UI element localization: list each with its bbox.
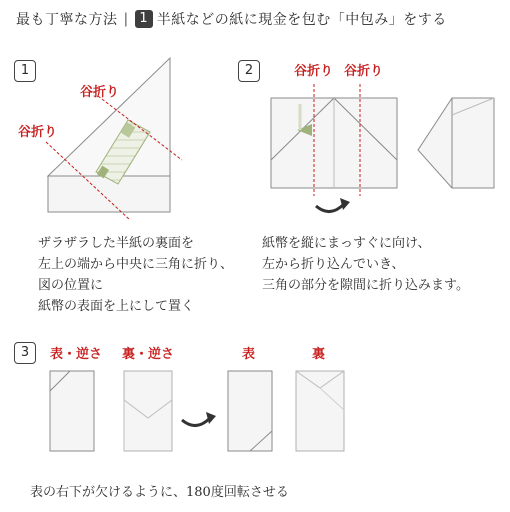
step3-label-front: 表 — [242, 347, 256, 362]
step3-packet-front — [228, 371, 272, 451]
step1-fold-label-2: 谷折り — [18, 125, 58, 140]
step2-line: 三角の部分を隙間に折り込みます。 — [262, 278, 469, 293]
step1-line: 左上の端から中央に三角に折り、 — [38, 257, 234, 272]
step3-diagram — [50, 371, 344, 451]
step2-line: 紙幣を縦にまっすぐに向け、 — [262, 236, 431, 251]
step2-fold-label-2: 谷折り — [344, 64, 384, 79]
step3-description: 表の右下が欠けるように、180度回転させる — [30, 485, 289, 500]
step2-diagram — [271, 84, 494, 212]
step3-number: 3 — [14, 342, 36, 364]
step3-packet-back — [296, 371, 344, 451]
header-separator: | — [123, 11, 129, 27]
step3-label-front-inverted: 表・逆さ — [50, 347, 103, 362]
header-step-badge: 1 — [135, 10, 153, 28]
step2-number: 2 — [238, 60, 260, 82]
step3-packet-front-inverted — [50, 371, 94, 451]
step3-packet-back-inverted — [124, 371, 172, 451]
step3-label-back-inverted: 裏・逆さ — [122, 347, 175, 362]
step1-line: 紙幣の表面を上にして置く — [38, 299, 195, 314]
step1-number: 1 — [14, 60, 36, 82]
rotate-arrow-icon — [316, 198, 350, 212]
step1-fold-label-1: 谷折り — [80, 85, 120, 100]
step1-line: ザラザラした半紙の裏面を — [38, 236, 195, 251]
step3-label-back: 裏 — [312, 347, 326, 362]
step2-description — [262, 233, 469, 296]
rotate-arrow-icon — [182, 412, 216, 426]
step2-fold-label-1: 谷折り — [294, 64, 334, 79]
step1-description — [38, 233, 233, 317]
step2-line: 左から折り込んでいき、 — [262, 257, 405, 272]
header-title: 最も丁寧な方法 — [16, 12, 118, 28]
step1-line: 図の位置に — [38, 278, 104, 293]
header-subtitle: 半紙などの紙に現金を包む「中包み」をする — [156, 12, 447, 28]
